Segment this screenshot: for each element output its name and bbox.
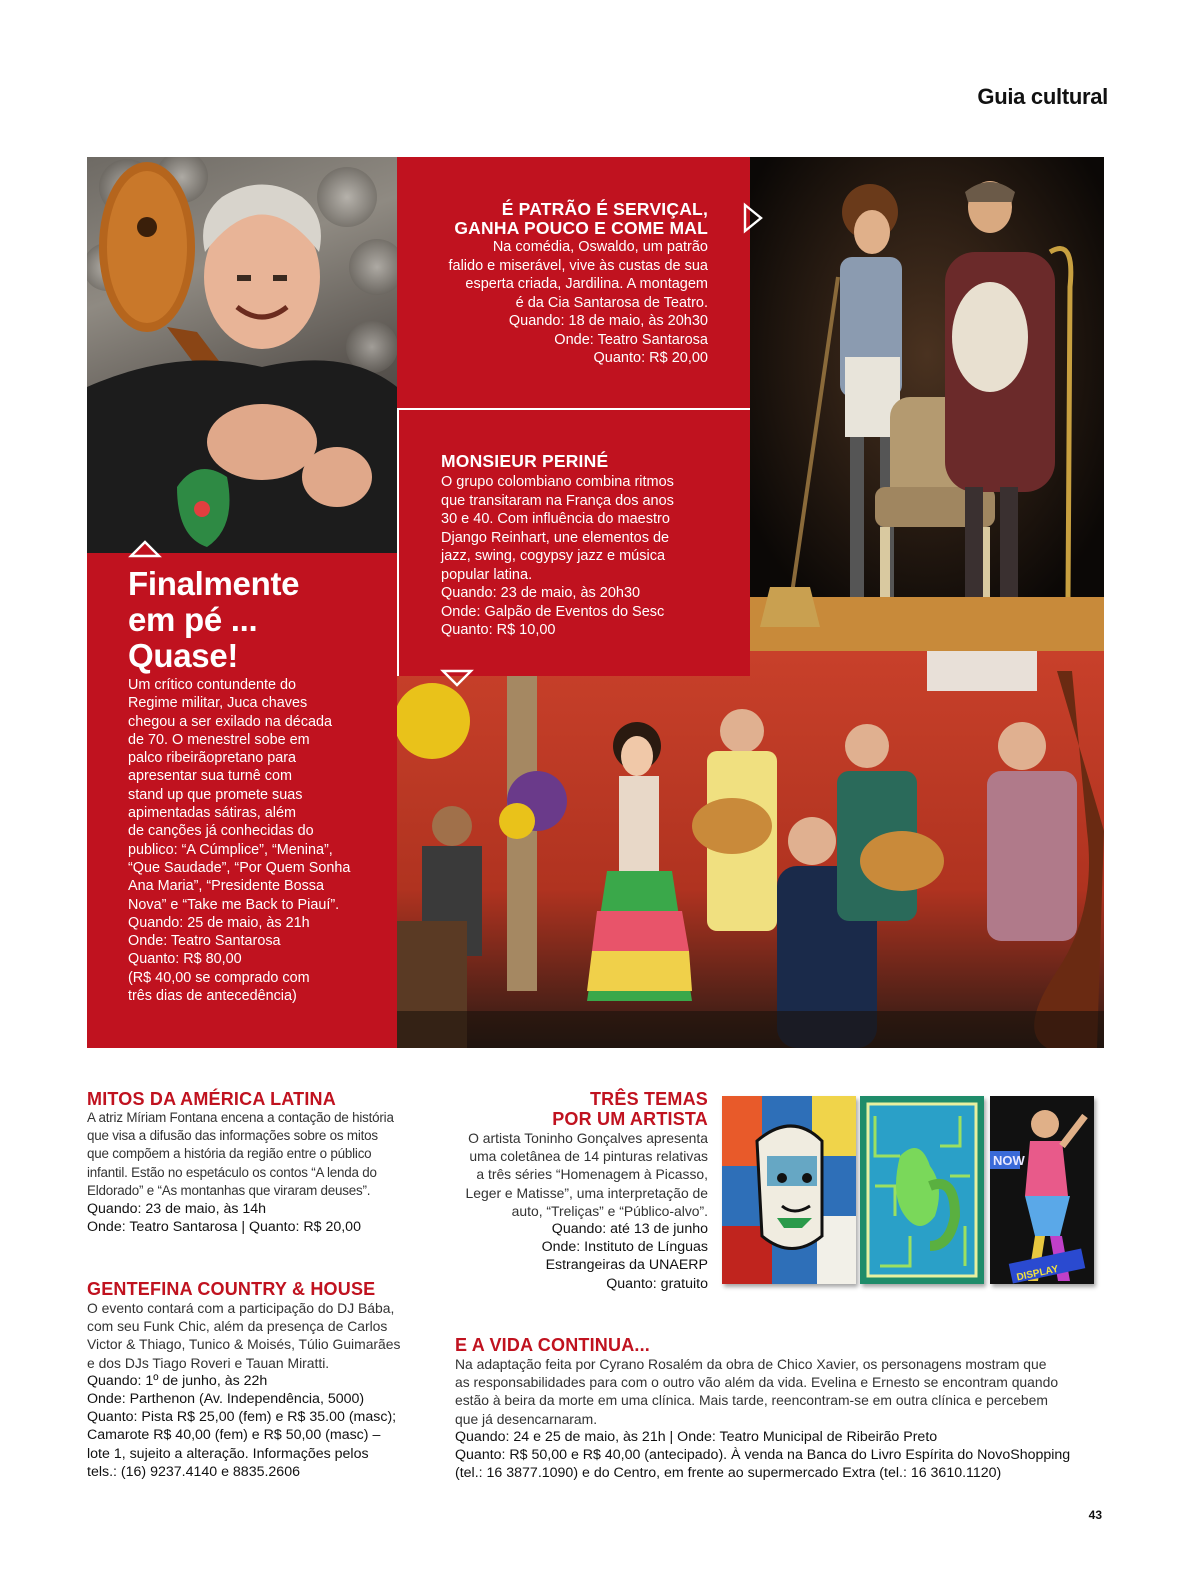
event-patrao <box>420 200 708 368</box>
info-line: Quando: 1º de junho, às 22h <box>87 1372 268 1389</box>
body-line: falido e miserável, vive às custas de sua <box>448 257 708 274</box>
triangle-down-icon <box>440 668 474 688</box>
info-line: Onde: Parthenon (Av. Independência, 5000) <box>87 1391 365 1408</box>
listing-body <box>440 1129 708 1220</box>
body-line: Ana Maria”, “Presidente Bossa <box>128 878 324 895</box>
body-line: O artista Toninho Gonçalves apresenta <box>468 1130 708 1146</box>
listing-body <box>455 1355 1115 1428</box>
body-line: Quando: 25 de maio, às 21h <box>128 914 310 931</box>
feature-body <box>128 676 390 1005</box>
painting-publico-alvo <box>990 1096 1094 1284</box>
listing-gentefina <box>87 1279 427 1481</box>
body-line: Django Reinhart, une elementos de <box>441 529 670 546</box>
body-line: que transitaram na França dos anos <box>441 492 674 509</box>
body-line: Onde: Galpão de Eventos do Sesc <box>441 603 665 620</box>
body-line: uma coletânea de 14 pinturas relativas <box>469 1148 708 1165</box>
body-line: publico: “A Cúmplice”, “Menina”, <box>128 841 333 858</box>
info-line: (tel.: 16 3877.1090) e do Centro, em frente ao supermercado Extra (tel.: 16 3610.1120) <box>455 1465 1002 1482</box>
body-line: que já desencarnaram. <box>455 1410 598 1427</box>
body-line: esperta criada, Jardilina. A montagem <box>465 276 708 292</box>
title-line: TRÊS TEMAS <box>589 1089 708 1109</box>
photo-monsieur-perine-band <box>397 651 1104 1048</box>
listing-mitos <box>87 1089 427 1236</box>
listing-body <box>87 1299 427 1372</box>
body-line: 30 e 40. Com influência do maestro <box>441 511 670 527</box>
event-title <box>420 200 708 238</box>
listing-vida-continua <box>455 1335 1115 1482</box>
title-line: Finalmente <box>128 565 300 602</box>
painting-picasso-homage <box>722 1096 856 1284</box>
listing-info <box>87 1200 427 1236</box>
body-line: Um crítico contundente do <box>128 677 296 693</box>
info-line: Quando: 24 e 25 de maio, às 21h | Onde: Teatro Municipal de Ribeirão Preto <box>455 1428 938 1445</box>
body-line: Victor & Thiago, Tunico & Moisés, Túlio Guimarães <box>87 1336 401 1353</box>
body-line: apresentar sua turnê com <box>128 768 292 785</box>
title-line: GANHA POUCO E COME MAL <box>454 218 708 238</box>
body-line: de canções já conhecidas do <box>128 823 314 840</box>
painting-text-display: DISPLAY <box>1015 1263 1060 1284</box>
section-title: Guia cultural <box>977 84 1108 109</box>
info-line: Onde: Teatro Santarosa | Quanto: R$ 20,00 <box>87 1219 361 1236</box>
body-line: jazz, swing, cogypsy jazz e música <box>441 548 666 564</box>
listing-info <box>440 1220 708 1293</box>
body-line: que compõem a história da região entre o público <box>87 1146 372 1162</box>
body-line: infantil. Estão no espetáculo os contos “A lenda do <box>87 1164 377 1180</box>
body-line: Quanto: R$ 80,00 <box>128 951 242 968</box>
page-number: 43 <box>1088 1508 1102 1522</box>
body-line: auto, “Treliças” e “Público-alvo”. <box>511 1202 708 1219</box>
body-line: popular latina. <box>441 566 533 583</box>
info-line: Quanto: R$ 50,00 e R$ 40,00 (antecipado). À venda na Banca do Livro Espírita do NovoShopping <box>455 1447 1071 1464</box>
title-line: Quase! <box>128 637 239 674</box>
title-line: É PATRÃO É SERVIÇAL, <box>501 199 708 219</box>
photo-juca-chaves <box>87 157 397 553</box>
body-line: Onde: Teatro Santarosa <box>554 331 708 348</box>
body-line: com seu Funk Chic, além da presença de Carlos <box>87 1318 388 1335</box>
body-line: “Que Saudade”, “Por Quem Sonha <box>128 859 351 876</box>
body-line: apimentadas sátiras, além <box>128 805 296 822</box>
listing-body <box>87 1109 427 1200</box>
body-line: de 70. O menestrel sobe em <box>128 731 310 748</box>
body-line: Onde: Teatro Santarosa <box>128 933 281 950</box>
body-line: é da Cia Santarosa de Teatro. <box>515 294 708 311</box>
feature-juca-chaves <box>128 566 390 1005</box>
painting-trelicas <box>860 1096 984 1284</box>
body-line: Quando: 23 de maio, às 20h30 <box>441 585 641 601</box>
body-line: Quanto: R$ 10,00 <box>441 622 556 638</box>
triangle-right-icon <box>742 202 764 234</box>
body-line: Nova” e “Take me Back to Piauí”. <box>128 896 340 913</box>
listing-title: MITOS DA AMÉRICA LATINA <box>87 1089 336 1109</box>
body-line: estão à beira da morte em uma clínica. Mais tarde, reencontram-se em outra clínica e percebem <box>455 1392 1048 1409</box>
event-title: MONSIEUR PERINÉ <box>441 451 609 471</box>
body-line: O grupo colombiano combina ritmos <box>441 474 674 490</box>
body-line: Na comédia, Oswaldo, um patrão <box>492 239 708 255</box>
info-line: Onde: Instituto de Línguas <box>541 1239 708 1256</box>
body-line: a três séries “Homenagem à Picasso, <box>476 1166 708 1183</box>
painting-text-now: NOW <box>993 1153 1025 1168</box>
photo-theater-scene <box>750 157 1104 651</box>
body-line: Regime militar, Juca chaves <box>128 695 308 712</box>
info-line: Estrangeiras da UNAERP <box>545 1257 708 1274</box>
body-line: e dos DJs Tiago Roveri e Tauan Miratti. <box>87 1354 330 1371</box>
listing-title: E A VIDA CONTINUA... <box>455 1335 651 1355</box>
body-line: três dias de antecedência) <box>128 988 297 1005</box>
info-line: Quanto: Pista R$ 25,00 (fem) e R$ 35.00 (masc); <box>87 1409 397 1426</box>
listing-tres-temas <box>440 1089 708 1293</box>
body-line: O evento contará com a participação do DJ Bába, <box>87 1300 395 1316</box>
body-line: A atriz Míriam Fontana encena a contação de história <box>87 1110 394 1125</box>
body-line: chegou a ser exilado na década <box>128 713 333 730</box>
event-perine <box>441 452 741 640</box>
body-line: (R$ 40,00 se comprado com <box>128 969 310 986</box>
info-line: tels.: (16) 9237.4140 e 8835.2606 <box>87 1463 300 1480</box>
event-body <box>441 473 741 640</box>
title-line: POR UM ARTISTA <box>552 1109 708 1129</box>
body-line: Leger e Matisse”, uma interpretação de <box>465 1184 708 1201</box>
feature-title <box>128 566 390 674</box>
body-line: que visa a difusão das informações sobre os mitos <box>87 1128 378 1144</box>
body-line: Eldorado” e “As montanhas que viraram deuses”. <box>87 1182 371 1198</box>
info-line: Quanto: gratuito <box>606 1275 708 1292</box>
body-line: as responsabilidades para com o outro vão além da vida. Evelina e Ernesto se encontram quando <box>455 1374 1059 1391</box>
info-line: Quando: até 13 de junho <box>551 1221 708 1238</box>
info-line: Camarote R$ 40,00 (fem) e R$ 50,00 (masc) – <box>87 1427 381 1444</box>
listing-title: GENTEFINA COUNTRY & HOUSE <box>87 1279 376 1299</box>
listing-info <box>87 1372 427 1481</box>
body-line: palco ribeirãopretano para <box>128 750 297 767</box>
body-line: stand up que promete suas <box>128 786 303 803</box>
listing-info <box>455 1428 1115 1483</box>
body-line: Quanto: R$ 20,00 <box>593 350 708 366</box>
title-line: em pé ... <box>128 601 258 638</box>
info-line: Quando: 23 de maio, às 14h <box>87 1201 267 1218</box>
body-line: Quando: 18 de maio, às 20h30 <box>508 313 708 329</box>
triangle-up-icon <box>128 539 162 559</box>
body-line: Na adaptação feita por Cyrano Rosalém da obra de Chico Xavier, os personagens mostram que <box>455 1356 1047 1372</box>
event-body <box>420 238 708 368</box>
listing-title <box>440 1089 708 1129</box>
info-line: lote 1, sujeito a alteração. Informações pelos <box>87 1445 369 1462</box>
